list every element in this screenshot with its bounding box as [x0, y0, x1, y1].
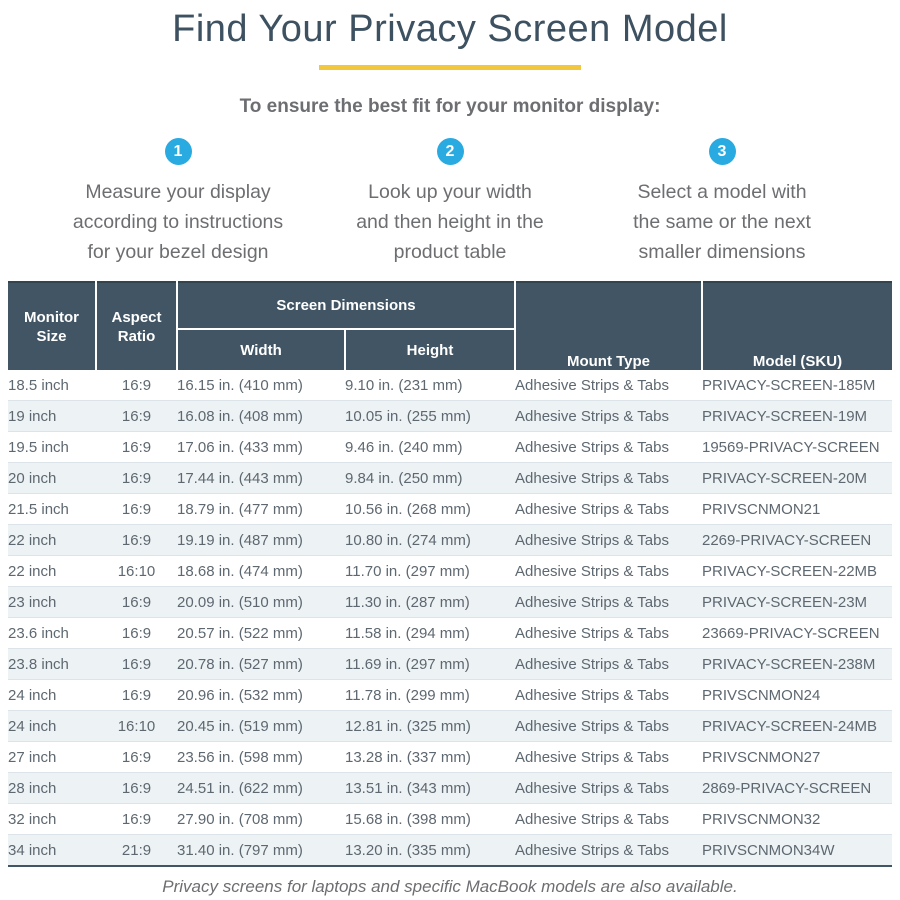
cell-aspect-ratio: 16:9: [121, 500, 152, 518]
cell-aspect-ratio: 16:9: [121, 624, 152, 642]
cell-model-sku: 2269-PRIVACY-SCREEN: [702, 531, 872, 549]
cell-mount-type: Adhesive Strips & Tabs: [515, 624, 669, 642]
cell-model-sku: PRIVACY-SCREEN-24MB: [702, 717, 878, 735]
col-header-monitor-size: Monitor Size: [8, 282, 96, 370]
cell-mount-type: Adhesive Strips & Tabs: [515, 717, 669, 735]
step-3: [595, 138, 850, 267]
cell-width: 17.44 in. (443 mm): [177, 469, 303, 487]
cell-aspect-ratio: 16:9: [121, 469, 152, 487]
col-header-mount-type: Mount Type: [515, 282, 702, 370]
table-row: [8, 618, 892, 649]
step-1: [51, 138, 306, 267]
cell-width: 20.09 in. (510 mm): [177, 593, 303, 611]
step-3-text-line: Select a model with: [637, 181, 807, 203]
cell-aspect-ratio: 16:9: [121, 686, 152, 704]
cell-width: 24.51 in. (622 mm): [177, 779, 303, 797]
step-3-number-badge: 3: [709, 138, 736, 165]
table-row: [8, 804, 892, 835]
table-row: [8, 742, 892, 773]
cell-height: 10.56 in. (268 mm): [345, 500, 471, 518]
cell-aspect-ratio: 16:9: [121, 376, 152, 394]
cell-mount-type: Adhesive Strips & Tabs: [515, 655, 669, 673]
cell-monitor-size: 19 inch: [8, 407, 57, 425]
table-row: [8, 401, 892, 432]
cell-mount-type: Adhesive Strips & Tabs: [515, 810, 669, 828]
cell-aspect-ratio: 16:9: [121, 593, 152, 611]
step-1-number-badge: 1: [165, 138, 192, 165]
page-title: Find Your Privacy Screen Model: [172, 8, 728, 50]
cell-aspect-ratio: 16:9: [121, 438, 152, 456]
cell-mount-type: Adhesive Strips & Tabs: [515, 686, 669, 704]
cell-width: 19.19 in. (487 mm): [177, 531, 303, 549]
cell-monitor-size: 23 inch: [8, 593, 57, 611]
cell-aspect-ratio: 16:10: [117, 717, 156, 735]
step-2-text-line: and then height in the: [356, 211, 544, 233]
cell-model-sku: PRIVACY-SCREEN-185M: [702, 376, 876, 394]
cell-aspect-ratio: 16:9: [121, 655, 152, 673]
cell-monitor-size: 21.5 inch: [8, 500, 69, 518]
cell-width: 16.15 in. (410 mm): [177, 376, 303, 394]
cell-aspect-ratio: 16:9: [121, 407, 152, 425]
cell-monitor-size: 24 inch: [8, 717, 57, 735]
cell-height: 11.30 in. (287 mm): [345, 593, 470, 611]
cell-mount-type: Adhesive Strips & Tabs: [515, 469, 669, 487]
cell-width: 16.08 in. (408 mm): [177, 407, 303, 425]
step-2-number-badge: 2: [437, 138, 464, 165]
cell-mount-type: Adhesive Strips & Tabs: [515, 500, 669, 518]
table-row: [8, 494, 892, 525]
step-1-text-line: according to instructions: [72, 211, 284, 233]
cell-aspect-ratio: 21:9: [121, 841, 152, 859]
cell-width: 20.96 in. (532 mm): [177, 686, 303, 704]
cell-model-sku: PRIVSCNMON34W: [702, 841, 835, 859]
cell-width: 18.68 in. (474 mm): [177, 562, 303, 580]
step-1-text-line: Measure your display: [85, 181, 271, 203]
cell-width: 17.06 in. (433 mm): [177, 438, 303, 456]
cell-monitor-size: 28 inch: [8, 779, 57, 797]
table-row: [8, 835, 892, 867]
cell-model-sku: PRIVACY-SCREEN-22MB: [702, 562, 878, 580]
col-header-aspect-ratio: Aspect Ratio: [96, 282, 177, 370]
cell-mount-type: Adhesive Strips & Tabs: [515, 376, 669, 394]
steps-row: [0, 138, 900, 267]
cell-aspect-ratio: 16:9: [121, 748, 152, 766]
cell-height: 13.28 in. (337 mm): [345, 748, 471, 766]
cell-mount-type: Adhesive Strips & Tabs: [515, 779, 669, 797]
cell-aspect-ratio: 16:9: [121, 531, 152, 549]
cell-height: 10.80 in. (274 mm): [345, 531, 471, 549]
cell-monitor-size: 19.5 inch: [8, 438, 69, 456]
cell-width: 20.57 in. (522 mm): [177, 624, 303, 642]
cell-height: 11.70 in. (297 mm): [345, 562, 470, 580]
product-table: [8, 281, 892, 867]
col-header-model-sku: Model (SKU): [702, 282, 892, 370]
cell-width: 27.90 in. (708 mm): [177, 810, 303, 828]
cell-width: 31.40 in. (797 mm): [177, 841, 303, 859]
cell-height: 9.10 in. (231 mm): [345, 376, 463, 394]
cell-height: 13.20 in. (335 mm): [345, 841, 471, 859]
col-header-screen-dimensions: Screen Dimensions: [177, 282, 515, 329]
cell-width: 23.56 in. (598 mm): [177, 748, 303, 766]
cell-monitor-size: 22 inch: [8, 531, 57, 549]
table-header: [8, 282, 892, 370]
cell-model-sku: PRIVACY-SCREEN-19M: [702, 407, 868, 425]
page-subtitle: To ensure the best fit for your monitor display:: [239, 96, 661, 117]
cell-model-sku: PRIVSCNMON24: [702, 686, 821, 704]
table-row: [8, 773, 892, 804]
cell-mount-type: Adhesive Strips & Tabs: [515, 438, 669, 456]
cell-monitor-size: 34 inch: [8, 841, 57, 859]
cell-aspect-ratio: 16:9: [121, 779, 152, 797]
cell-monitor-size: 23.8 inch: [8, 655, 69, 673]
table-row: [8, 525, 892, 556]
table-row: [8, 463, 892, 494]
cell-monitor-size: 20 inch: [8, 469, 57, 487]
cell-mount-type: Adhesive Strips & Tabs: [515, 531, 669, 549]
table-row: [8, 432, 892, 463]
cell-mount-type: Adhesive Strips & Tabs: [515, 841, 669, 859]
cell-height: 11.69 in. (297 mm): [345, 655, 470, 673]
cell-model-sku: PRIVACY-SCREEN-20M: [702, 469, 868, 487]
cell-model-sku: PRIVSCNMON32: [702, 810, 821, 828]
table-row: [8, 370, 892, 401]
cell-model-sku: 2869-PRIVACY-SCREEN: [702, 779, 872, 797]
cell-model-sku: PRIVACY-SCREEN-23M: [702, 593, 868, 611]
cell-height: 12.81 in. (325 mm): [345, 717, 471, 735]
cell-monitor-size: 32 inch: [8, 810, 57, 828]
cell-height: 10.05 in. (255 mm): [345, 407, 471, 425]
cell-width: 20.78 in. (527 mm): [177, 655, 303, 673]
cell-monitor-size: 27 inch: [8, 748, 57, 766]
cell-height: 13.51 in. (343 mm): [345, 779, 471, 797]
table-row: [8, 649, 892, 680]
cell-height: 11.58 in. (294 mm): [345, 624, 470, 642]
cell-monitor-size: 23.6 inch: [8, 624, 69, 642]
cell-model-sku: 19569-PRIVACY-SCREEN: [702, 438, 880, 456]
cell-mount-type: Adhesive Strips & Tabs: [515, 562, 669, 580]
cell-height: 11.78 in. (299 mm): [345, 686, 470, 704]
col-header-height: Height: [345, 329, 515, 370]
cell-mount-type: Adhesive Strips & Tabs: [515, 748, 669, 766]
yellow-divider: [319, 65, 581, 70]
step-2-text-line: product table: [393, 241, 507, 263]
cell-height: 9.84 in. (250 mm): [345, 469, 463, 487]
cell-monitor-size: 18.5 inch: [8, 376, 69, 394]
cell-model-sku: PRIVSCNMON21: [702, 500, 821, 518]
cell-width: 20.45 in. (519 mm): [177, 717, 303, 735]
table-row: [8, 587, 892, 618]
table-row: [8, 556, 892, 587]
table-row: [8, 711, 892, 742]
cell-width: 18.79 in. (477 mm): [177, 500, 303, 518]
col-header-width: Width: [177, 329, 345, 370]
step-1-text-line: for your bezel design: [87, 241, 269, 263]
cell-model-sku: PRIVSCNMON27: [702, 748, 821, 766]
cell-aspect-ratio: 16:9: [121, 810, 152, 828]
cell-mount-type: Adhesive Strips & Tabs: [515, 593, 669, 611]
cell-monitor-size: 22 inch: [8, 562, 57, 580]
table-body: [8, 370, 892, 866]
step-2: [323, 138, 578, 267]
cell-model-sku: 23669-PRIVACY-SCREEN: [702, 624, 880, 642]
cell-aspect-ratio: 16:10: [117, 562, 156, 580]
step-3-text-line: the same or the next: [633, 211, 811, 233]
cell-monitor-size: 24 inch: [8, 686, 57, 704]
step-3-text-line: smaller dimensions: [638, 241, 806, 263]
footer-note: Privacy screens for laptops and specific MacBook models are also available.: [162, 877, 738, 896]
table-row: [8, 680, 892, 711]
cell-height: 15.68 in. (398 mm): [345, 810, 471, 828]
cell-mount-type: Adhesive Strips & Tabs: [515, 407, 669, 425]
cell-model-sku: PRIVACY-SCREEN-238M: [702, 655, 876, 673]
cell-height: 9.46 in. (240 mm): [345, 438, 463, 456]
step-2-text-line: Look up your width: [368, 181, 532, 203]
